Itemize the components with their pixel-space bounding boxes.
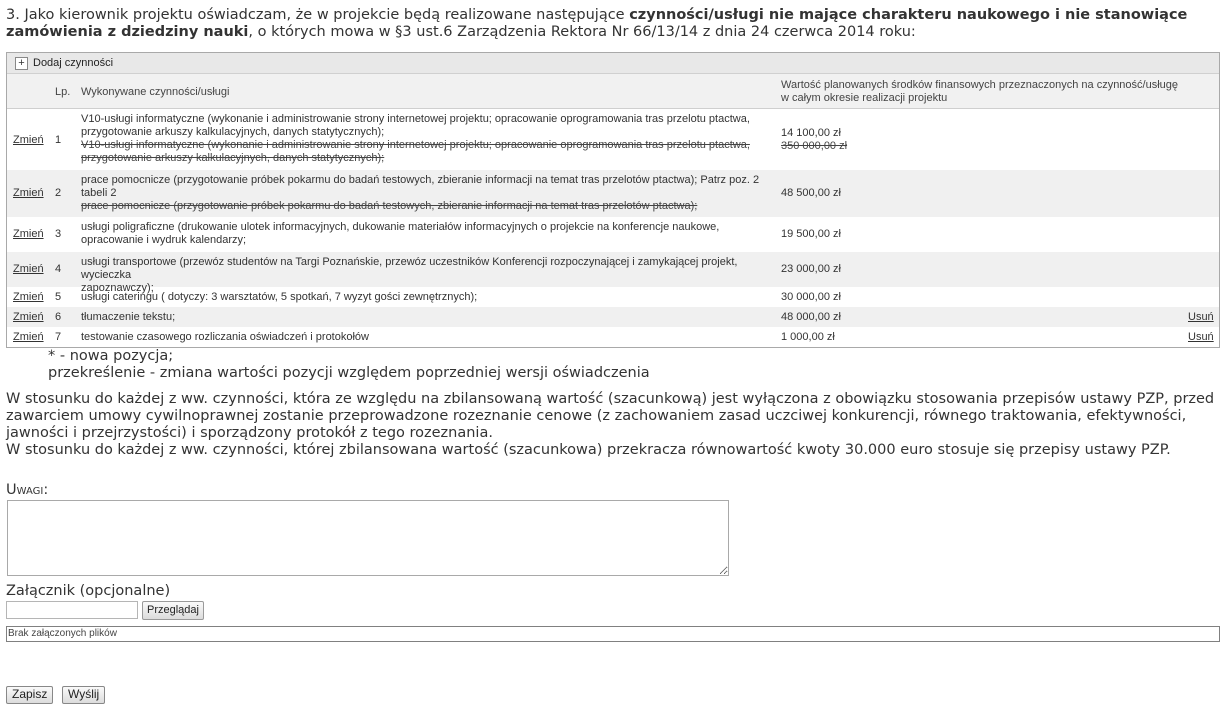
row-lp: 5 bbox=[55, 291, 62, 303]
attachment-label: Załącznik (opcjonalne) bbox=[6, 583, 171, 599]
plus-icon: + bbox=[15, 57, 28, 70]
value-text-old: 350 000,00 zł bbox=[781, 140, 848, 152]
table-row bbox=[7, 252, 1219, 294]
table-row bbox=[7, 170, 1219, 217]
add-service-label: Dodaj czynności bbox=[33, 57, 114, 69]
attached-files-list: Brak załączonych plików bbox=[6, 626, 1220, 642]
header-lp: Lp. bbox=[55, 86, 71, 98]
legend-strike-note: przekreślenie - zmiana wartości pozycji względem poprzedniej wersji oświadczenia bbox=[48, 365, 650, 381]
value-text: 14 100,00 zł bbox=[781, 127, 841, 139]
row-service: testowanie czasowego rozliczania oświadczeń i protokołów bbox=[81, 331, 369, 343]
intro-text: 3. Jako kierownik projektu oświadczam, że w projekcie będą realizowane następujące bbox=[6, 7, 630, 23]
row-service: usługi cateringu ( dotyczy: 3 warsztatów, 5 spotkań, 7 wyzyt gości zewnętrznych); bbox=[81, 291, 478, 303]
table-row bbox=[7, 327, 1219, 347]
add-service-button[interactable] bbox=[15, 57, 113, 70]
edit-link[interactable]: Zmień bbox=[13, 187, 44, 199]
row-service bbox=[81, 174, 771, 213]
service-text-old: V10-usługi informatyczne (wykonanie i administrowanie strony internetowej projektu; opracowanie oprogramowania tras przelotu ptactwa, bbox=[81, 139, 750, 151]
info-paragraph bbox=[6, 391, 1218, 459]
grid-header bbox=[7, 74, 1219, 109]
edit-link[interactable]: Zmień bbox=[13, 291, 44, 303]
row-value: 23 000,00 zł bbox=[781, 263, 841, 275]
row-value: 30 000,00 zł bbox=[781, 291, 841, 303]
info-text-1: W stosunku do każdej z ww. czynności, która ze względu na zbilansowaną wartość (szacunkową) jest wyłączona z obowiązku stosowania przepisów ustawy PZP, przed zawarciem umowy cywilnoprawnej zostanie przeprowadzone rozeznanie cenowe (z zachowaniem zasad uczciwej konkurencji, równego traktowania, efektywności, jawności i przejrzystości) i sporządzony protokół z tego rozeznania. bbox=[6, 391, 1215, 441]
comments-label bbox=[6, 482, 48, 498]
legend-new-item: * - nowa pozycja; bbox=[48, 348, 174, 364]
service-text: prace pomocnicze (przygotowanie próbek pokarmu do badań testowych, zbieranie informacji na temat tras przelotów ptactwa); Patrz poz. 2 bbox=[81, 174, 760, 186]
browse-button[interactable]: Przeglądaj bbox=[142, 601, 204, 620]
services-grid bbox=[6, 52, 1220, 348]
service-text-old: przygotowanie arkuszy kalkulacyjnych, danych statytycznych); bbox=[81, 152, 385, 164]
service-text: usługi transportowe (przewóz studentów na Targi Poznańskie, przewóz uczestników Konferencji rozpoczynającej i zamykającej projekt, wycieczka bbox=[81, 256, 738, 281]
row-lp: 3 bbox=[55, 228, 62, 240]
row-lp: 4 bbox=[55, 263, 62, 275]
edit-link[interactable]: Zmień bbox=[13, 228, 44, 240]
row-value bbox=[781, 127, 847, 153]
intro-bold-text: czynności/usługi nie mające charakteru naukowego i nie stanowiące zamówienia z dziedziny nauki bbox=[6, 7, 1188, 40]
header-service: Wykonywane czynności/usługi bbox=[81, 86, 230, 98]
service-text: zapoznawczy); bbox=[81, 282, 154, 294]
row-value: 48 000,00 zł bbox=[781, 311, 841, 323]
row-value: 19 500,00 zł bbox=[781, 228, 841, 240]
info-text-2: W stosunku do każdej z ww. czynności, której zbilansowana wartość (szacunkowa) przekracza równowartość kwoty 30.000 euro stosuje się przepisy ustawy PZP. bbox=[6, 442, 1171, 458]
grid-toolbar bbox=[7, 53, 1219, 74]
header-value-line1: Wartość planowanych środków finansowych przeznaczonych na czynność/usługę bbox=[781, 79, 1179, 91]
service-text: V10-usługi informatyczne (wykonanie i administrowanie strony internetowej projektu; opracowanie oprogramowania tras przelotu ptactwa, bbox=[81, 113, 750, 125]
row-service: tłumaczenie tekstu; bbox=[81, 311, 176, 323]
intro-text-end: , o których mowa w §3 ust.6 Zarządzenia Rektora Nr 66/13/14 z dnia 24 czerwca 2014 roku: bbox=[248, 24, 916, 40]
row-lp: 2 bbox=[55, 187, 62, 199]
file-path-field[interactable] bbox=[6, 601, 138, 619]
service-text: przygotowanie arkuszy kalkulacyjnych, danych statytycznych); bbox=[81, 126, 385, 138]
header-value-line2: w całym okresie realizacji projektu bbox=[781, 92, 948, 104]
table-row bbox=[7, 287, 1219, 307]
comments-textarea[interactable] bbox=[7, 500, 729, 576]
send-button[interactable]: Wyślij bbox=[62, 686, 105, 704]
service-text-old: prace pomocnicze (przygotowanie próbek pokarmu do badań testowych, zbieranie informacji na temat tras przelotów ptactwa); bbox=[81, 200, 698, 212]
table-row bbox=[7, 217, 1219, 252]
edit-link[interactable]: Zmień bbox=[13, 263, 44, 275]
row-lp: 7 bbox=[55, 331, 62, 343]
edit-link[interactable]: Zmień bbox=[13, 331, 44, 343]
edit-link[interactable]: Zmień bbox=[13, 311, 44, 323]
row-service bbox=[81, 221, 771, 247]
table-row bbox=[7, 110, 1219, 170]
row-lp: 6 bbox=[55, 311, 62, 323]
comments-label-text: Uwagi: bbox=[6, 482, 49, 498]
save-button[interactable]: Zapisz bbox=[6, 686, 53, 704]
service-text: opracowanie i wydruk kalendarzy; bbox=[81, 234, 247, 246]
row-value: 1 000,00 zł bbox=[781, 331, 835, 343]
service-text: usługi poligraficzne (drukowanie ulotek informacyjnych, dukowanie materiałów informacyjnych o projekcie na konferencje naukowe, bbox=[81, 221, 720, 233]
legend bbox=[48, 348, 650, 382]
section-intro bbox=[6, 7, 1216, 41]
delete-link[interactable]: Usuń bbox=[1188, 331, 1214, 343]
row-value: 48 500,00 zł bbox=[781, 187, 841, 199]
edit-link[interactable]: Zmień bbox=[13, 134, 44, 146]
row-service bbox=[81, 113, 771, 165]
table-row bbox=[7, 307, 1219, 327]
service-text: tabeli 2 bbox=[81, 187, 117, 199]
delete-link[interactable]: Usuń bbox=[1188, 311, 1214, 323]
row-lp: 1 bbox=[55, 134, 62, 146]
